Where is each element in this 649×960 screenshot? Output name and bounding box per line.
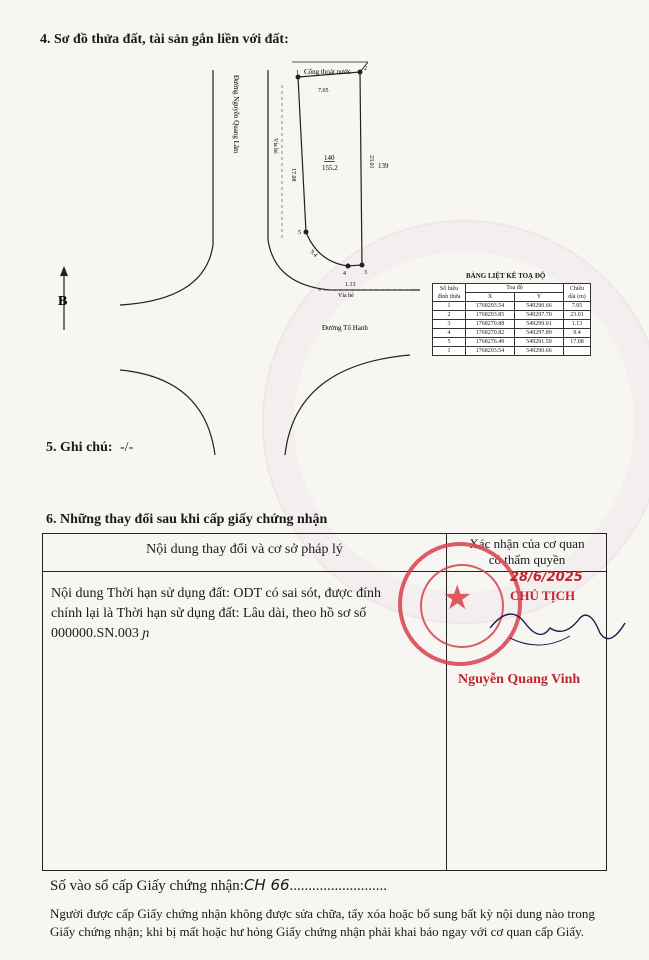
cell-y: 549297.89 xyxy=(515,329,564,338)
cell-len: 9.4 xyxy=(564,329,591,338)
cell-x: 1768276.49 xyxy=(466,338,515,347)
drain-label: Cống thoát nước xyxy=(304,68,351,76)
content-line-1: Nội dung Thời hạn sử dụng đất: ODT có sai sót, được đính xyxy=(51,586,382,601)
section-6-title: 6. Những thay đổi sau khi cấp giấy chứng nhận xyxy=(46,512,328,527)
section-5-title xyxy=(46,440,133,456)
north-arrow-head xyxy=(60,266,68,276)
cell-point: 5 xyxy=(433,338,466,347)
edge-arc-label: 9.4 xyxy=(308,249,319,259)
content-line-3: 000000.SN.003 ɲ xyxy=(51,626,150,641)
cell-point: 2 xyxy=(433,311,466,320)
cell-len: 23.01 xyxy=(564,311,591,320)
register-line: Số vào sổ cấp Giấy chứng nhận:CH 66.......................... xyxy=(50,876,388,894)
section-5-value: -/- xyxy=(120,440,134,455)
cell-x: 1768293.54 xyxy=(466,302,515,311)
cell-len: 1.13 xyxy=(564,320,591,329)
signer-position: CHỦ TỊCH xyxy=(510,588,576,603)
seal-star-icon: ★ xyxy=(442,580,473,617)
section-4-title: 4. Sơ đồ thửa đất, tài sản gắn liền với đất: xyxy=(40,32,289,47)
dossier-number: 000000.SN.003 xyxy=(51,626,139,641)
road-curb-left-upper xyxy=(120,70,213,305)
cell-x: 1768270.82 xyxy=(466,329,515,338)
cell-x: 1768293.54 xyxy=(466,347,515,356)
cell-point: 1 xyxy=(433,302,466,311)
cell-len: 17.08 xyxy=(564,338,591,347)
signed-date: 28/6/2025 xyxy=(510,570,583,585)
section-5-label: 5. Ghi chú: xyxy=(46,440,113,455)
cell-x: 1768270.88 xyxy=(466,320,515,329)
signer-name: Nguyễn Quang Vinh xyxy=(458,672,581,687)
coord-col-y: Y xyxy=(515,293,564,302)
road-curb-right-lower xyxy=(285,355,410,455)
register-label: Số vào sổ cấp Giấy chứng nhận: xyxy=(50,878,244,894)
point-3-label: 3 xyxy=(364,270,367,276)
coord-table-title: BẢNG LIỆT KÊ TOẠ ĐỘ xyxy=(466,272,546,280)
header-right-line-1: Xác nhận của cơ quan xyxy=(469,536,585,551)
table-row xyxy=(433,329,591,338)
sidewalk-vertical-label: Vỉa hè xyxy=(272,138,278,154)
footer-line-2: Giấy chứng nhận; khi bị mất hoặc hư hỏng Giấy chứng nhận phải khai báo ngay với cơ quan cấp Giấy. xyxy=(50,924,585,939)
coord-col-coord: Toạ độ xyxy=(466,284,564,293)
road-horizontal-label: Đường Tố Hanh xyxy=(322,324,368,332)
point-2-label: 2 xyxy=(364,66,367,72)
parcel-area: 155.2 xyxy=(322,164,338,172)
coord-table xyxy=(432,283,591,356)
neighbor-parcel: 139 xyxy=(378,162,389,170)
cell-y: 549299.01 xyxy=(515,320,564,329)
cell-x: 1768293.85 xyxy=(466,311,515,320)
signature xyxy=(470,598,630,658)
point-5 xyxy=(304,230,309,235)
table-row xyxy=(433,320,591,329)
changes-content xyxy=(51,584,443,644)
coord-col-point: Số hiệu đỉnh thửa xyxy=(433,284,466,302)
point-4 xyxy=(346,264,351,269)
cell-point: 1 xyxy=(433,347,466,356)
cell-y: 549291.59 xyxy=(515,338,564,347)
changes-header-left: Nội dung thay đổi và cơ sở pháp lý xyxy=(146,542,343,557)
parcel-number: 140 xyxy=(324,154,335,162)
road-vertical-label: Đường Nguyễn Quang Lâm xyxy=(232,75,240,154)
footer-line-1: Người được cấp Giấy chứng nhận không được sửa chữa, tẩy xóa hoặc bổ sung bất kỳ nội dung nào trong xyxy=(50,906,595,921)
edge-left-label: 17.08 xyxy=(290,168,296,182)
cell-point: 3 xyxy=(433,320,466,329)
header-right-line-2: có thẩm quyền xyxy=(488,552,566,567)
cell-point: 4 xyxy=(433,329,466,338)
edge-right-label: 23.01 xyxy=(368,155,374,169)
point-1-label: 1 xyxy=(296,70,299,76)
footer-note xyxy=(50,905,610,941)
cell-len: 7.05 xyxy=(564,302,591,311)
north-label: B xyxy=(58,294,68,309)
edge-bottom-label: 1.13 xyxy=(345,282,356,288)
cell-y: 549290.66 xyxy=(515,347,564,356)
sidewalk-horizontal-label: Vỉa hè xyxy=(338,293,354,299)
table-row xyxy=(433,338,591,347)
coord-col-len: Chiều dài (m) xyxy=(564,284,591,302)
point-4-label: 4 xyxy=(343,271,346,277)
point-2 xyxy=(358,70,363,75)
table-row xyxy=(433,311,591,320)
register-value: CH 66 xyxy=(243,876,290,894)
road-curb-left-lower xyxy=(120,370,215,455)
content-line-2: chính lại là Thời hạn sử dụng đất: Lâu dài, theo hồ sơ số xyxy=(51,606,367,621)
coord-col-x: X xyxy=(466,293,515,302)
parcel-map xyxy=(0,0,649,460)
table-row xyxy=(433,302,591,311)
cell-y: 549297.70 xyxy=(515,311,564,320)
point-3 xyxy=(360,263,365,268)
edge-top-label: 7.05 xyxy=(318,88,329,94)
table-row xyxy=(433,347,591,356)
point-5-label: 5 xyxy=(298,230,301,236)
cell-len xyxy=(564,347,591,356)
cell-y: 549290.66 xyxy=(515,302,564,311)
